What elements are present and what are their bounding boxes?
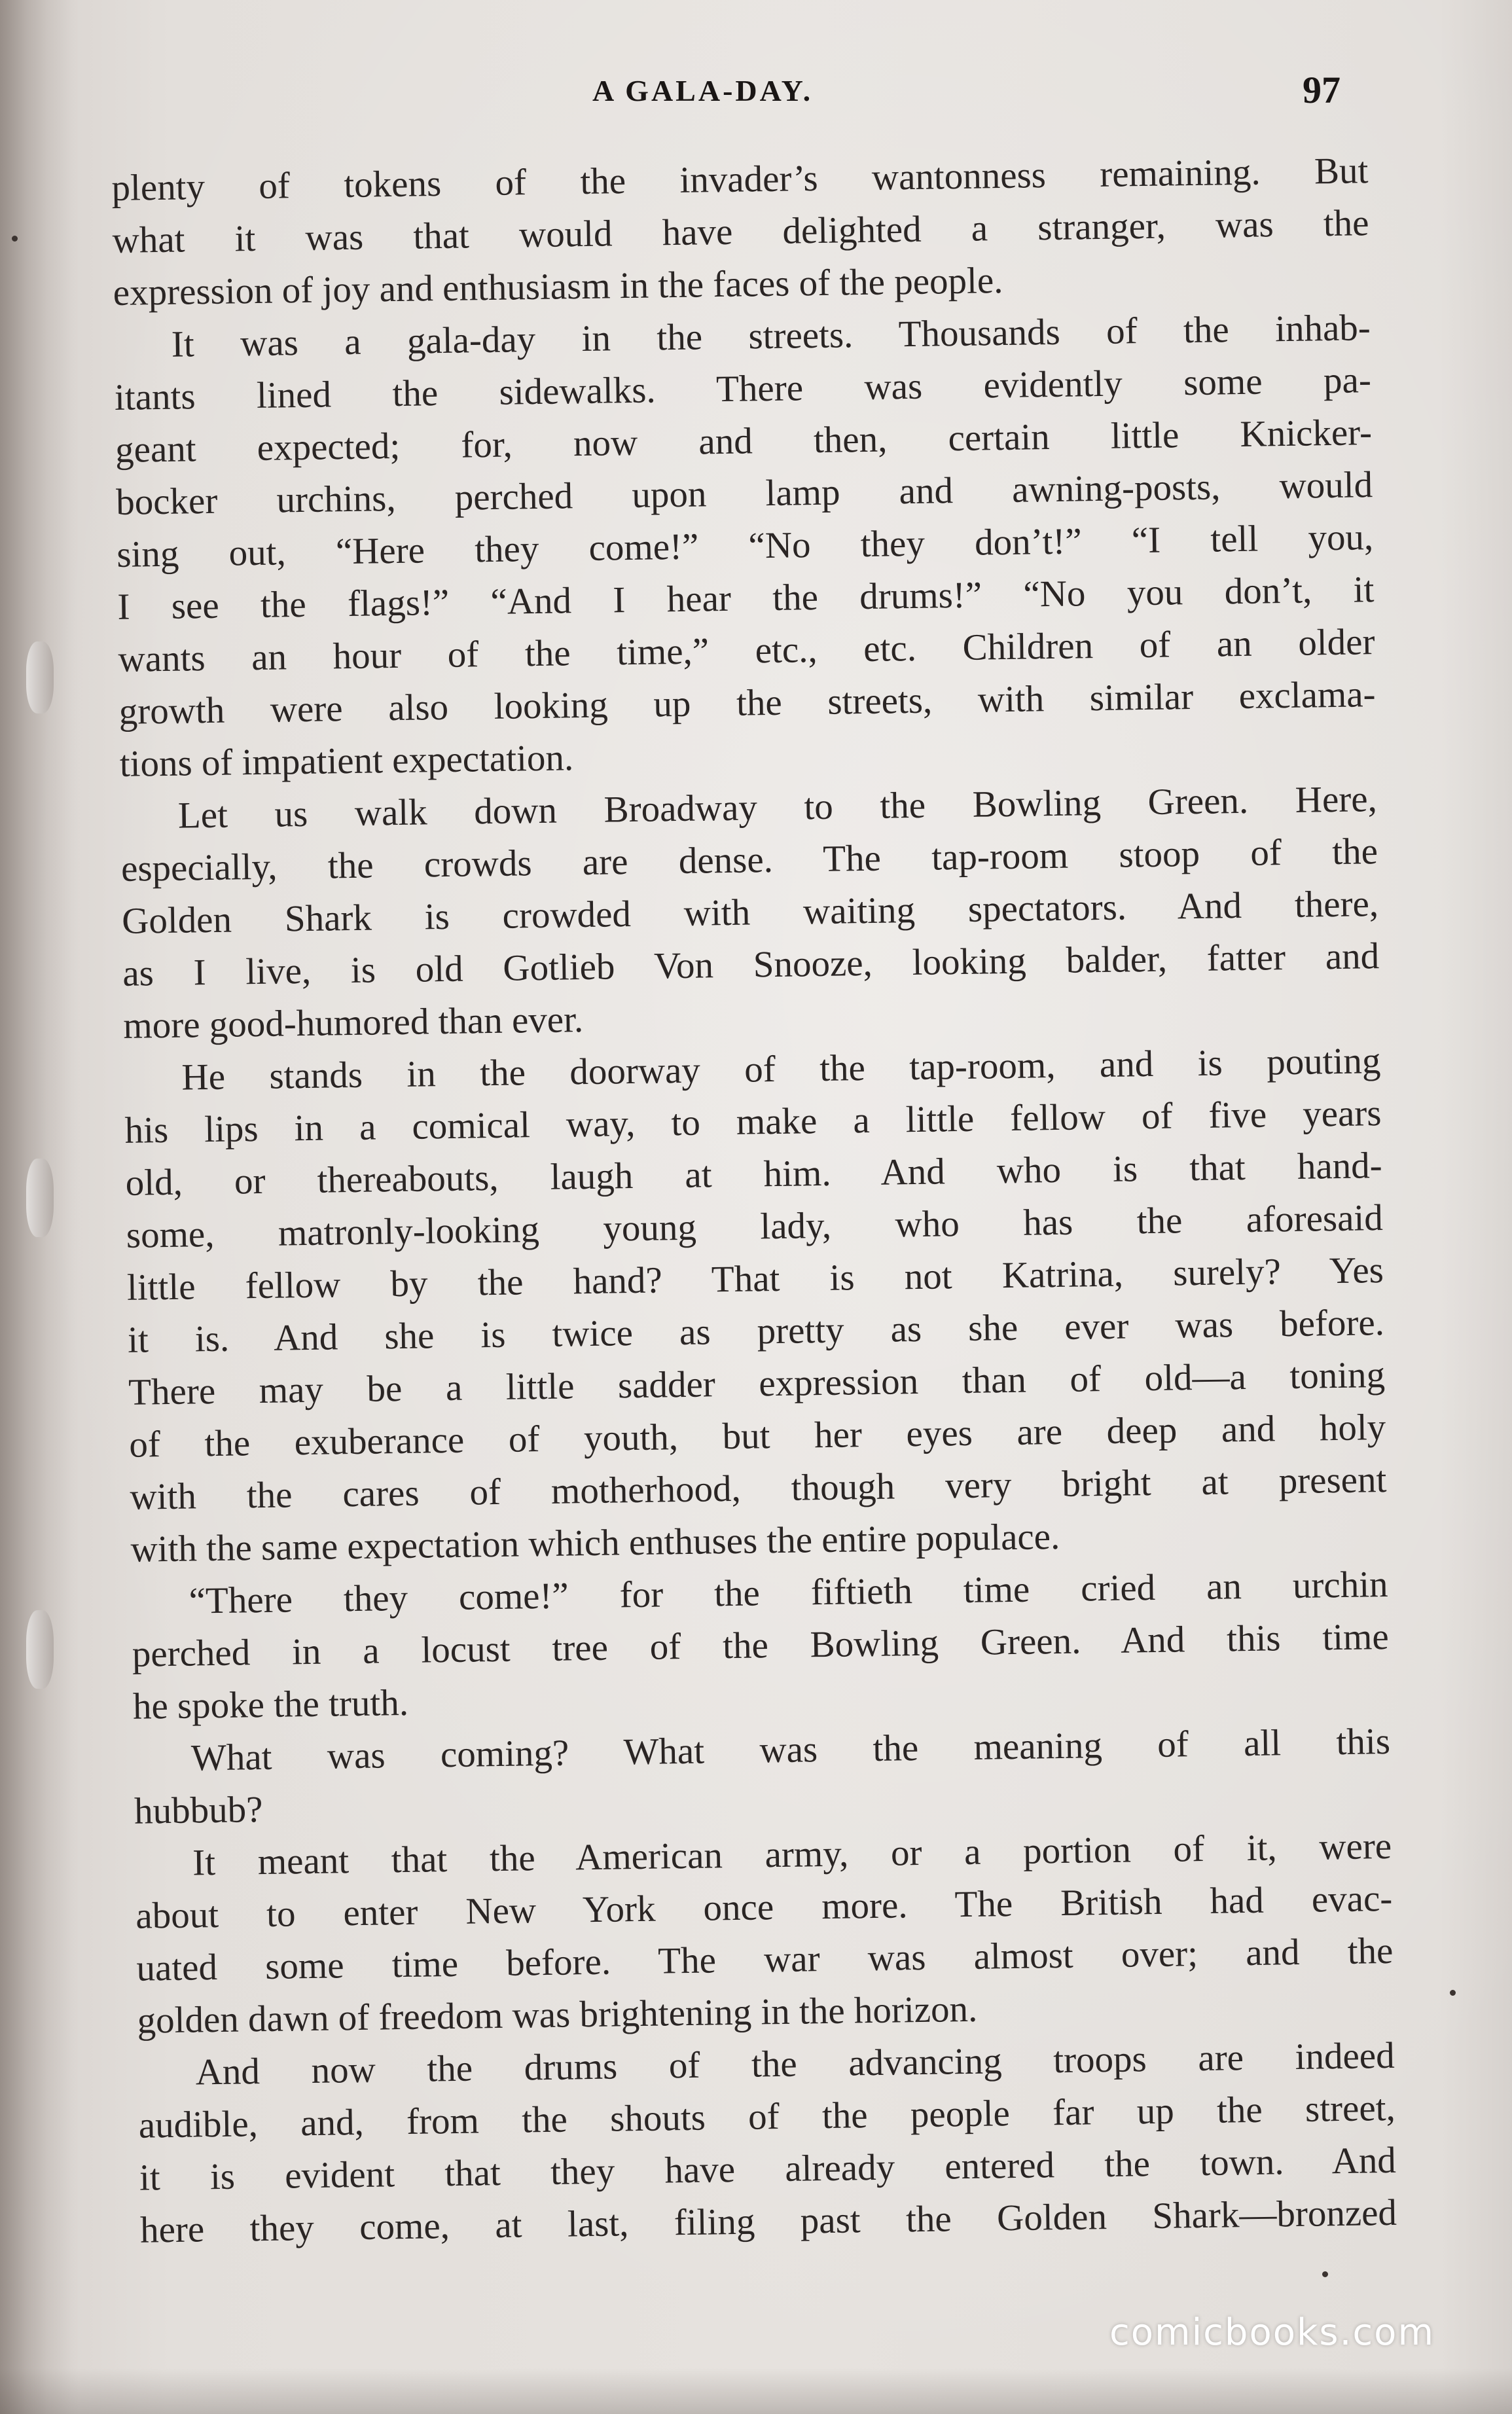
page-title: A GALA-DAY. bbox=[592, 74, 814, 107]
text-line: his lips in a comical way, to make a little fellow of five years bbox=[124, 1092, 1382, 1151]
text-line: expression of joy and enthusiasm in the faces of the people. bbox=[113, 259, 1003, 314]
text-line: he spoke the truth. bbox=[132, 1682, 409, 1727]
text-line: growth were also looking up the streets, with similar exclama- bbox=[118, 674, 1376, 732]
text-line: especially, the crowds are dense. The tap-room stoop of the bbox=[120, 831, 1378, 890]
text-line: Golden Shark is crowded with waiting spectators. And there, bbox=[121, 883, 1379, 942]
text-line: it is. And she is twice as pretty as she ever was before. bbox=[127, 1302, 1385, 1361]
text-line: golden dawn of freedom was brightening in the horizon. bbox=[137, 1988, 978, 2042]
text-line: What was coming? What was the meaning of all this bbox=[190, 1720, 1391, 1779]
speck bbox=[12, 236, 18, 242]
text-line: He stands in the doorway of the tap-room, and is pouting bbox=[181, 1040, 1381, 1098]
text-line: And now the drums of the advancing troops are indeed bbox=[195, 2034, 1395, 2093]
page-number: 97 bbox=[1303, 69, 1341, 111]
text-line: Let us walk down Broadway to the Bowling Green. Here, bbox=[177, 778, 1378, 837]
text-line: I see the flags!” “And I hear the drums!” “No you don’t, it bbox=[117, 569, 1375, 628]
page-tear-mark bbox=[26, 1159, 54, 1237]
running-head bbox=[0, 69, 1512, 113]
speck bbox=[1322, 2271, 1328, 2277]
text-line: old, or thereabouts, laugh at him. And who is that hand- bbox=[125, 1145, 1383, 1204]
text-line: audible, and, from the shouts of the people far up the street, bbox=[138, 2087, 1396, 2146]
body-text bbox=[111, 145, 1397, 2256]
text-line: uated some time before. The war was almost over; and the bbox=[136, 1930, 1394, 1989]
watermark: comicbooks.com bbox=[1109, 2311, 1435, 2354]
text-line: It was a gala-day in the streets. Thousands of the inhab- bbox=[171, 307, 1371, 365]
text-line: what it was that would have delighted a stranger, was the bbox=[112, 202, 1369, 261]
text-line: It meant that the American army, or a portion of it, were bbox=[192, 1825, 1392, 1884]
text-line: more good-humored than ever. bbox=[122, 999, 584, 1047]
text-line: “There they come!” for the fiftieth time cried an urchin bbox=[189, 1563, 1388, 1622]
text-line: about to enter New York once more. The British had evac- bbox=[135, 1877, 1393, 1937]
text-line: it is evident that they have already entered the town. And bbox=[139, 2139, 1397, 2199]
text-line: hubbub? bbox=[134, 1789, 263, 1832]
text-line: plenty of tokens of the invader’s wantonness remaining. But bbox=[111, 150, 1369, 209]
text-line: sing out, “Here they come!” “No they don’t!” “I tell you, bbox=[116, 516, 1374, 575]
text-line: bocker urchins, perched upon lamp and awning-posts, would bbox=[115, 464, 1373, 523]
text-line: as I live, is old Gotlieb Von Snooze, looking balder, fatter and bbox=[122, 935, 1380, 994]
text-line: with the cares of motherhood, though very bright at present bbox=[130, 1458, 1387, 1518]
text-line: with the same expectation which enthuses the entire populace. bbox=[130, 1515, 1060, 1570]
text-line: tions of impatient expectation. bbox=[119, 737, 574, 785]
text-line: itants lined the sidewalks. There was evidently some pa- bbox=[114, 359, 1372, 418]
page-tear-mark bbox=[26, 1610, 54, 1689]
text-line: little fellow by the hand? That is not Katrina, surely? Yes bbox=[126, 1250, 1384, 1308]
text-line: wants an hour of the time,” etc., etc. Children of an older bbox=[118, 621, 1375, 680]
text-line: perched in a locust tree of the Bowling Green. And this time bbox=[132, 1615, 1390, 1675]
speck bbox=[1450, 1990, 1456, 1996]
page-bottom-edge bbox=[0, 2368, 1512, 2414]
text-line: geant expected; for, now and then, certain little Knicker- bbox=[115, 412, 1373, 471]
text-line: here they come, at last, filing past the Golden Shark—bronzed bbox=[139, 2191, 1397, 2251]
text-line: some, matronly-looking young lady, who has the aforesaid bbox=[126, 1197, 1384, 1256]
text-line: There may be a little sadder expression than of old—a toning bbox=[128, 1354, 1386, 1413]
text-line: of the exuberance of youth, but her eyes are deep and holy bbox=[128, 1407, 1386, 1466]
page-tear-mark bbox=[26, 641, 54, 713]
